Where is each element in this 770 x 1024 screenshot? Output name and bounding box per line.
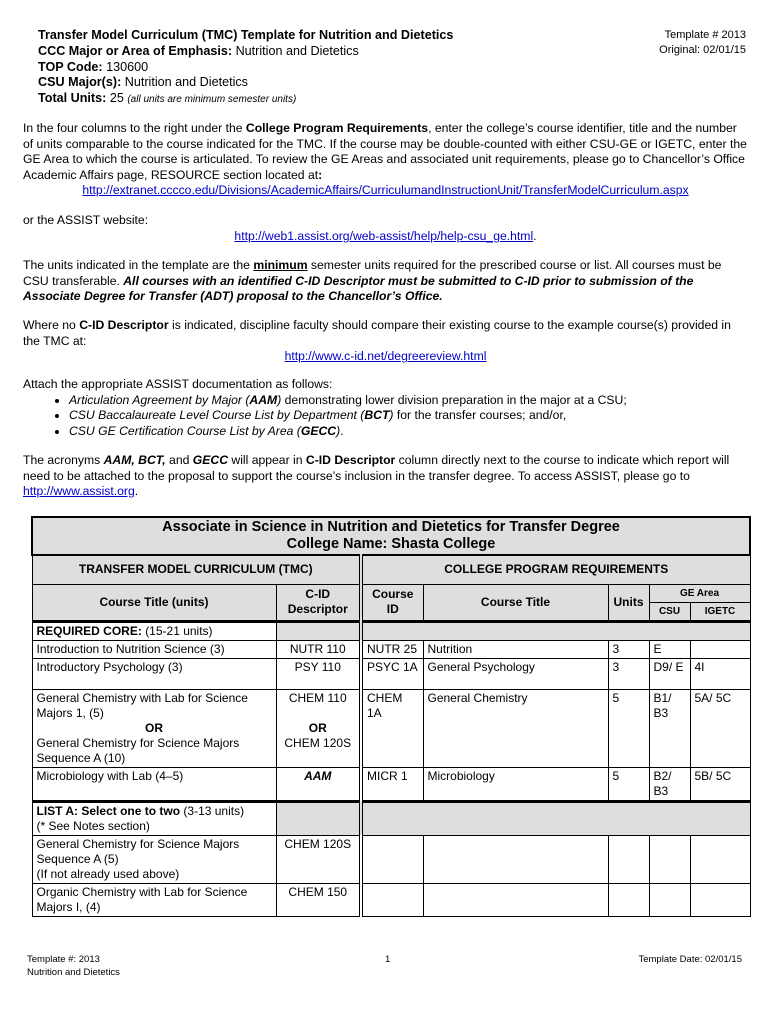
igetc: 4I (690, 658, 750, 689)
text: demonstrating lower division preparation in the major at a CSU; (281, 392, 627, 407)
igetc: 5B/ 5C (690, 767, 750, 801)
blank (276, 801, 361, 835)
igetc (690, 640, 750, 658)
text: General Chemistry for Science Majors Sequence A (10) (36, 735, 240, 765)
csu: D9/ E (649, 658, 690, 689)
cpr-heading: COLLEGE PROGRAM REQUIREMENTS (361, 555, 750, 584)
blank (361, 621, 750, 640)
text: (If not already used above) (36, 866, 180, 881)
list-a-row (32, 801, 750, 835)
units: 3 (608, 640, 649, 658)
tmc-course: Organic Chemistry with Lab for Science Majors I, (4) (32, 883, 276, 916)
table-row (32, 767, 750, 801)
text: LIST A: Select one to two (36, 803, 181, 818)
cid-link[interactable]: http://www.c-id.net/degreereview.html (284, 349, 487, 364)
text: GECC (300, 423, 337, 438)
tmc-course (32, 835, 276, 883)
major-label: CCC Major or Area of Emphasis: (38, 43, 233, 58)
table-row (32, 835, 750, 883)
required-core-row (32, 621, 750, 640)
col-units: Units (608, 584, 649, 621)
col-course-title-units: Course Title (units) (32, 584, 276, 621)
course-title: Microbiology (423, 767, 608, 801)
top-label: TOP Code: (38, 59, 103, 74)
units-label: Total Units: (38, 91, 107, 106)
document-header (38, 28, 453, 108)
text: CHEM 110 (288, 690, 347, 705)
text: , enter the college’s course identifier, title and the number of units comparable to the course indicated for the TMC. If the course may be double-counted with either CSU-GE or IGETC, enter the GE Area to which the course is articulated. To review the GE Areas and associated unit requirements, please go to Chancellor’s Office Academic Affairs page, RESOURCE section located at (23, 121, 747, 182)
footer-date: Template Date: 02/01/15 (638, 954, 742, 965)
cid: PSY 110 (276, 658, 361, 689)
text: CSU Baccalaureate Level Course List by Department (69, 408, 357, 423)
tmc-course (32, 689, 276, 767)
required-core-label (32, 621, 276, 640)
units-note: (all units are minimum semester units) (127, 94, 297, 106)
cid: CHEM 150 (276, 883, 361, 916)
text: . (340, 423, 344, 438)
text: minimum (253, 258, 308, 272)
col-csu: CSU (649, 602, 690, 621)
degree-title: Associate in Science in Nutrition and Dietetics for Transfer Degree (162, 519, 620, 535)
course-title: Nutrition (423, 640, 608, 658)
text: is indicated, discipline faculty should compare their existing course to the example course(s) provided in the TMC at: (23, 318, 731, 348)
text: Attach the appropriate ASSIST documentation as follows: (23, 377, 333, 391)
col-cid: C-ID Descriptor (276, 584, 361, 621)
tmc-table (31, 516, 751, 917)
document-page: Transfer Model Curriculum (TMC) Template for Nutrition and Dietetics CCC Major or Area of Emphasis: Nutrition and Dietetics TOP Code: 130600 CSU Major(s): Nutrition and Dietetics Total Units: 25 (all units are minimum semester units) Template # 2013 Original: 02/01/15 In the four columns to the right under the College Program Requirements, enter the college’s course identifier, title and the number of units comparable to the course indicated for the TMC. If the course may be double-counted with either CSU-GE or IGETC, enter the GE Area to which the course is articulated. To review the GE Areas and associated unit requirements, please go to Chancellor’s Office Academic Affairs page, RESOURCE section located at: http://extranet.cccco.edu/Divisions/AcademicAffairs/CurriculumandInstructionUnit/TransferModelCurriculum.aspx or the ASSIST website: http://web1.assist.org/web-assist/help/help-csu_ge.html. The units indicated in the template are the minimum semester units required for the prescribed course or list. All courses must be CSU transferable. All courses with an identified C-ID Descriptor must be submitted to C-ID prior to submission of the Associate Degree for Transfer (ADT) proposal to the Chancellor’s Office. Where no C-ID Descriptor is indicated, discipline faculty should compare their existing course to the example course(s) provided in the TMC at: http://www.c-id.net/degreereview.html Attach the appropriate ASSIST documentation as follows: • Articulation Agreement by Major (AAM) demonstrating lower division preparation in the major at a CSU; • CSU Baccalaureate Level Course List by Department (BCT) for the transfer courses; and/or, • CSU GE Certification Course List by Area (GECC). The acronyms AAM, BCT, and GECC will appear in C-ID Descriptor column directly next to the course to indicate which report will need to be attached to the proposal to support the course’s inclusion in the transfer degree. To access ASSIST, please go to http://www.assist.org. Associate in Science in Nutrition and Dietetics for Transfer Degree College Name: Shasta College TRANSFER MODEL CURRICULUM (TMC) COLLEGE PROGRAM REQUIREMENTS Course Title (units) C-ID Descriptor Course ID Course Title Units GE Area CSU IGETC REQUIRED CORE: (15-21 units) Introduction to Nutrition Science (3) NUTR 110 NUTR 25 Nutrition 3 E Introductory Psychology (3) PSY 110 PSYC 1A General Psychology 3 D9/ E 4I General Chemistry with Lab for Science Majors 1, (5) OR General Chemistry for Science Majors Sequence A (10) CHEM 110 OR CHEM 120S CHEM 1A General Chemistry 5 B1/ B3 5A/ 5C Microbiology with Lab (4–5) AAM MICR 1 Microbiology 5 B2/ B3 5B/ 5C LIST A: Select one to two (3-13 units) (* See Notes section) General Chemistry for Science Majors Sequence A (5) (If not already used above) CHEM 120S Organic Chemistry with Lab for Science Majors I, (4) CHEM 150 Template #: 2013 Nutrition and Dietetics 1 Template Date: 02/01/15 (0, 0, 770, 1024)
original-date: Original: 02/01/15 (659, 44, 746, 56)
text: C-ID Descriptor (305, 453, 396, 467)
list-a-label (32, 801, 276, 835)
text: semester units required for the prescribed course or list. All courses must be CSU transferable. (23, 258, 722, 288)
tmc-course: Introduction to Nutrition Science (3) (32, 640, 276, 658)
course-id: MICR 1 (361, 767, 423, 801)
text: column directly next to the course to indicate which report will need to be attached to the proposal to support the course’s inclusion in the transfer degree. To access ASSIST, please go to (23, 453, 730, 483)
text: (3-13 units) (183, 803, 245, 818)
text: REQUIRED CORE: (36, 623, 142, 638)
table-row (32, 883, 750, 916)
bullet-gecc: • CSU GE Certification Course List by Area (GECC). (69, 424, 748, 440)
cid: CHEM 120S (276, 835, 361, 883)
text: Where no (23, 318, 80, 332)
text: AAM (249, 392, 278, 407)
text: and (165, 453, 193, 467)
table-row (32, 658, 750, 689)
course-id: PSYC 1A (361, 658, 423, 689)
college-name: College Name: Shasta College (286, 536, 496, 552)
units: 3 (608, 658, 649, 689)
assist-ge-link[interactable]: http://web1.assist.org/web-assist/help/help-csu_ge.html (234, 229, 534, 243)
tmc-heading: TRANSFER MODEL CURRICULUM (TMC) (32, 555, 361, 584)
text: BCT (364, 408, 390, 423)
csu: B1/ B3 (649, 689, 690, 767)
template-number: Template # 2013 (664, 29, 746, 41)
footer-left (27, 953, 120, 979)
text: for the transfer courses; and/or, (393, 408, 567, 423)
text: College Program Requirements (245, 121, 429, 135)
text: CSU GE Certification Course List by Area (69, 423, 294, 438)
page-number: 1 (385, 954, 391, 965)
cid (276, 689, 361, 767)
footer-subject: Nutrition and Dietetics (27, 967, 120, 978)
tmc-course: Microbiology with Lab (4–5) (32, 767, 276, 801)
table-row (32, 689, 750, 767)
text: OR (308, 720, 327, 735)
csu: E (649, 640, 690, 658)
units: 5 (608, 689, 649, 767)
course-title: General Psychology (423, 658, 608, 689)
blank (361, 801, 750, 835)
course-id: CHEM 1A (361, 689, 423, 767)
blank (276, 621, 361, 640)
tmc-course: Introductory Psychology (3) (32, 658, 276, 689)
igetc: 5A/ 5C (690, 689, 750, 767)
col-igetc: IGETC (690, 602, 750, 621)
intro-paragraph: In the four columns to the right under the College Program Requirements, enter the college’s course identifier, title and the number of units comparable to the course indicated for the TMC. If the course may be double-counted with either CSU-GE or IGETC, enter the GE Area to which the course is articulated. To review the GE Areas and associated unit requirements, please go to Chancellor’s Office Academic Affairs page, RESOURCE section located at: http://extranet.cccco.edu/Divisions/AcademicAffairs/CurriculumandInstructionUnit/TransferModelCurriculum.aspx (23, 121, 747, 198)
text: OR (145, 720, 163, 735)
col-course-id: Course ID (361, 584, 423, 621)
text: GECC (192, 453, 228, 467)
text: (* See Notes section) (36, 818, 150, 833)
bullet-aam: • Articulation Agreement by Major (AAM) demonstrating lower division preparation in the major at a CSU; (69, 393, 748, 409)
csu-value: Nutrition and Dietetics (124, 75, 248, 90)
template-info (659, 28, 746, 58)
assist-docs (23, 377, 748, 439)
text: will appear in (228, 453, 306, 467)
text: AAM, BCT, (103, 453, 166, 467)
text: C-ID Descriptor (79, 318, 169, 332)
course-title: General Chemistry (423, 689, 608, 767)
table-row (32, 640, 750, 658)
major-value: Nutrition and Dietetics (235, 43, 359, 58)
doc-title: Transfer Model Curriculum (TMC) Template for Nutrition and Dietetics (38, 28, 454, 42)
cid: NUTR 110 (276, 640, 361, 658)
cccco-link[interactable]: http://extranet.cccco.edu/Divisions/AcademicAffairs/CurriculumandInstructionUnit/TransferModelCurriculum.aspx (82, 183, 689, 198)
cid: AAM (304, 768, 332, 783)
units-value: 25 (109, 91, 124, 106)
csu-label: CSU Major(s): (38, 75, 122, 90)
assist-text: or the ASSIST website: (23, 213, 149, 227)
text: The acronyms (23, 453, 104, 467)
cid-paragraph (23, 318, 748, 365)
text: Articulation Agreement by Major (69, 392, 242, 407)
assist-link[interactable]: http://www.assist.org (23, 484, 135, 499)
text: All courses with an identified C-ID Descriptor must be submitted to C-ID prior to submission of the Associate Degree for Transfer (ADT) proposal to the Chancellor’s Office. (23, 273, 694, 304)
csu: B2/ B3 (649, 767, 690, 801)
bullet-bct: • CSU Baccalaureate Level Course List by Department (BCT) for the transfer courses; and/or, (69, 408, 748, 424)
col-course-title: Course Title (423, 584, 608, 621)
text: General Chemistry with Lab for Science Majors 1, (5) (36, 690, 248, 720)
text: CHEM 120S (284, 735, 352, 750)
footer-template: Template #: 2013 (27, 954, 100, 965)
course-id: NUTR 25 (361, 640, 423, 658)
text: (15-21 units) (145, 623, 213, 638)
units-paragraph (23, 258, 748, 305)
acronyms-paragraph: The acronyms AAM, BCT, and GECC will appear in C-ID Descriptor column directly next to the course to indicate which report will need to be attached to the proposal to support the course’s inclusion in the transfer degree. To access ASSIST, please go to http://www.assist.org. (23, 453, 730, 499)
table-title (32, 517, 750, 555)
top-value: 130600 (106, 59, 149, 74)
units: 5 (608, 767, 649, 801)
text: General Chemistry for Science Majors Sequence A (5) (36, 836, 240, 866)
text: The units indicated in the template are the (23, 258, 254, 272)
text: In the four columns to the right under the (23, 121, 246, 135)
col-ge-area: GE Area (649, 584, 750, 602)
